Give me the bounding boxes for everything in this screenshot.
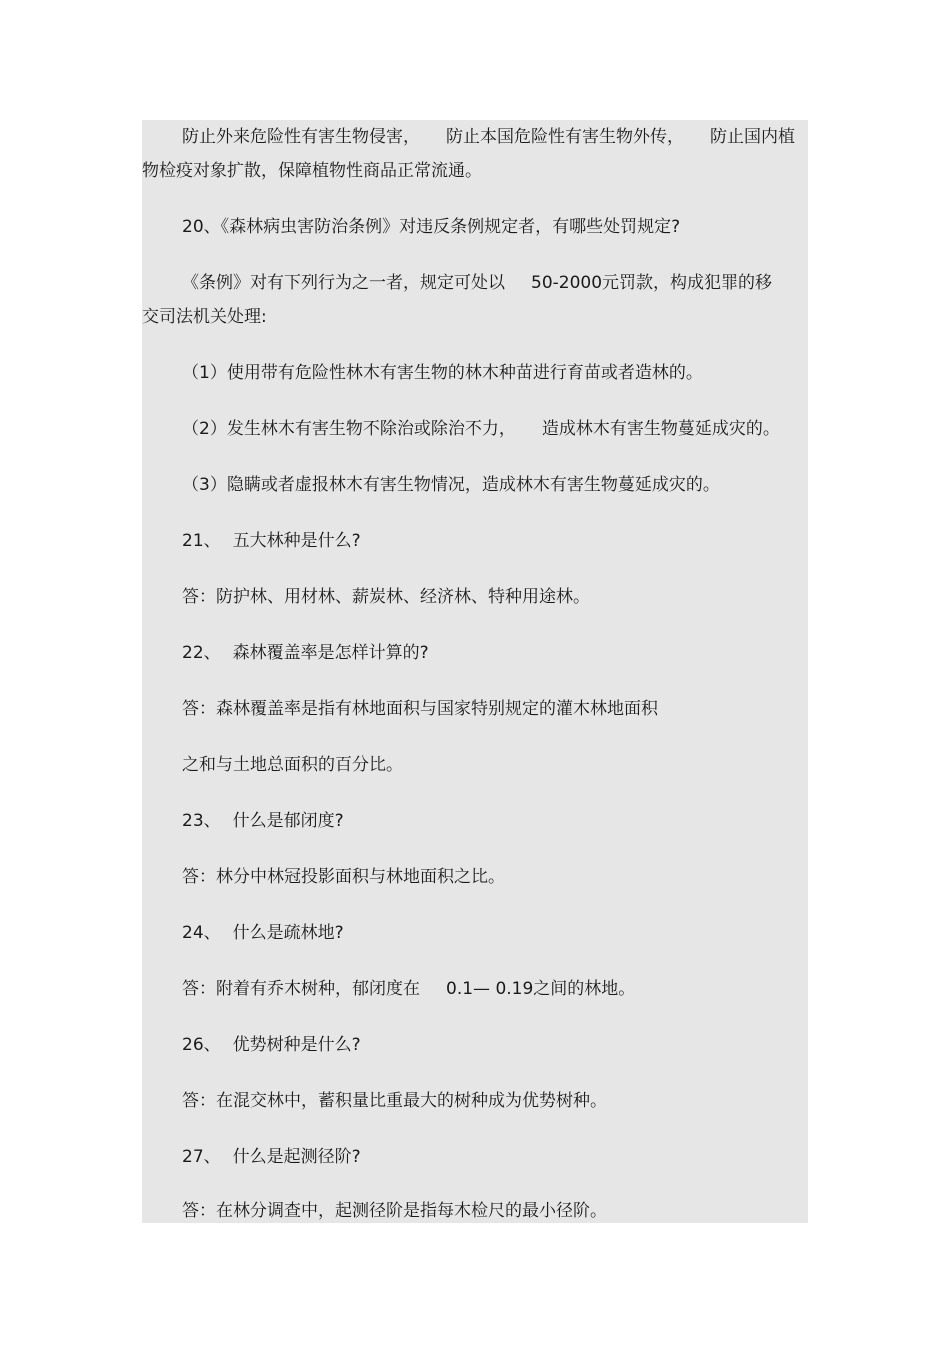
list-item-text: （2）发生林木有害生物不除治或除治不力， xyxy=(182,419,516,439)
paragraph-line xyxy=(142,126,808,148)
answer-text: 0.1— 0.19之间的林地。 xyxy=(446,979,636,999)
answer-22-line xyxy=(142,698,808,720)
answer-text: 答：林分中林冠投影面积与林地面积之比。 xyxy=(182,867,505,887)
answer-20-line xyxy=(142,306,808,328)
question-number: 24、 xyxy=(182,923,221,943)
question-text: 什么是疏林地? xyxy=(232,923,344,943)
list-item xyxy=(142,474,808,496)
question-27 xyxy=(142,1146,808,1168)
question-text: 优势树种是什么? xyxy=(232,1035,361,1055)
question-20 xyxy=(142,216,808,238)
question-number: 23、 xyxy=(182,811,221,831)
question-26 xyxy=(142,1034,808,1056)
text-segment: 50-2000元罚款，构成犯罪的移 xyxy=(531,273,773,293)
text-segment: 《条例》对有下列行为之一者，规定可处以 xyxy=(182,273,505,293)
question-number: 27、 xyxy=(182,1147,221,1167)
question-23 xyxy=(142,810,808,832)
question-text: 五大林种是什么? xyxy=(232,531,361,551)
question-24 xyxy=(142,922,808,944)
answer-text: 答：附着有乔木树种，郁闭度在 xyxy=(182,979,420,999)
question-22 xyxy=(142,642,808,664)
question-number: 22、 xyxy=(182,643,221,663)
list-item-text: 造成林木有害生物蔓延成灾的。 xyxy=(541,419,780,439)
list-item-text: （1）使用带有危险性林木有害生物的林木种苗进行育苗或者造林的。 xyxy=(182,363,703,383)
text-segment: 防止国内植 xyxy=(710,127,795,147)
answer-text: 答：森林覆盖率是指有林地面积与国家特别规定的灌木林地面积 xyxy=(182,699,658,719)
question-text: 20、《森林病虫害防治条例》对违反条例规定者，有哪些处罚规定? xyxy=(182,217,681,237)
question-text: 森林覆盖率是怎样计算的? xyxy=(232,643,429,663)
text-segment: 防止本国危险性有害生物外传， xyxy=(446,127,684,147)
text-segment: 交司法机关处理: xyxy=(142,307,267,327)
list-item-text: （3）隐瞒或者虚报林木有害生物情况，造成林木有害生物蔓延成灾的。 xyxy=(182,475,720,495)
answer-text: 答：在林分调查中，起测径阶是指每木检尺的最小径阶。 xyxy=(182,1201,607,1221)
question-text: 什么是起测径阶? xyxy=(232,1147,361,1167)
answer-22-line xyxy=(142,754,808,776)
question-text: 什么是郁闭度? xyxy=(232,811,344,831)
answer-23 xyxy=(142,866,808,888)
question-number: 21、 xyxy=(182,531,221,551)
answer-24 xyxy=(142,978,808,1000)
paragraph-line xyxy=(142,160,808,182)
answer-20-line xyxy=(142,272,808,294)
text-segment: 物检疫对象扩散，保障植物性商品正常流通。 xyxy=(142,161,482,181)
list-item xyxy=(142,362,808,384)
answer-27 xyxy=(142,1200,808,1222)
document-page xyxy=(142,120,808,1223)
question-21 xyxy=(142,530,808,552)
answer-26 xyxy=(142,1090,808,1112)
answer-text: 之和与土地总面积的百分比。 xyxy=(182,755,403,775)
text-segment: 防止外来危险性有害生物侵害， xyxy=(182,127,420,147)
answer-21 xyxy=(142,586,808,608)
question-number: 26、 xyxy=(182,1035,221,1055)
answer-text: 答：防护林、用材林、薪炭林、经济林、特种用途林。 xyxy=(182,587,590,607)
list-item xyxy=(142,418,808,440)
answer-text: 答：在混交林中，蓄积量比重最大的树种成为优势树种。 xyxy=(182,1091,607,1111)
